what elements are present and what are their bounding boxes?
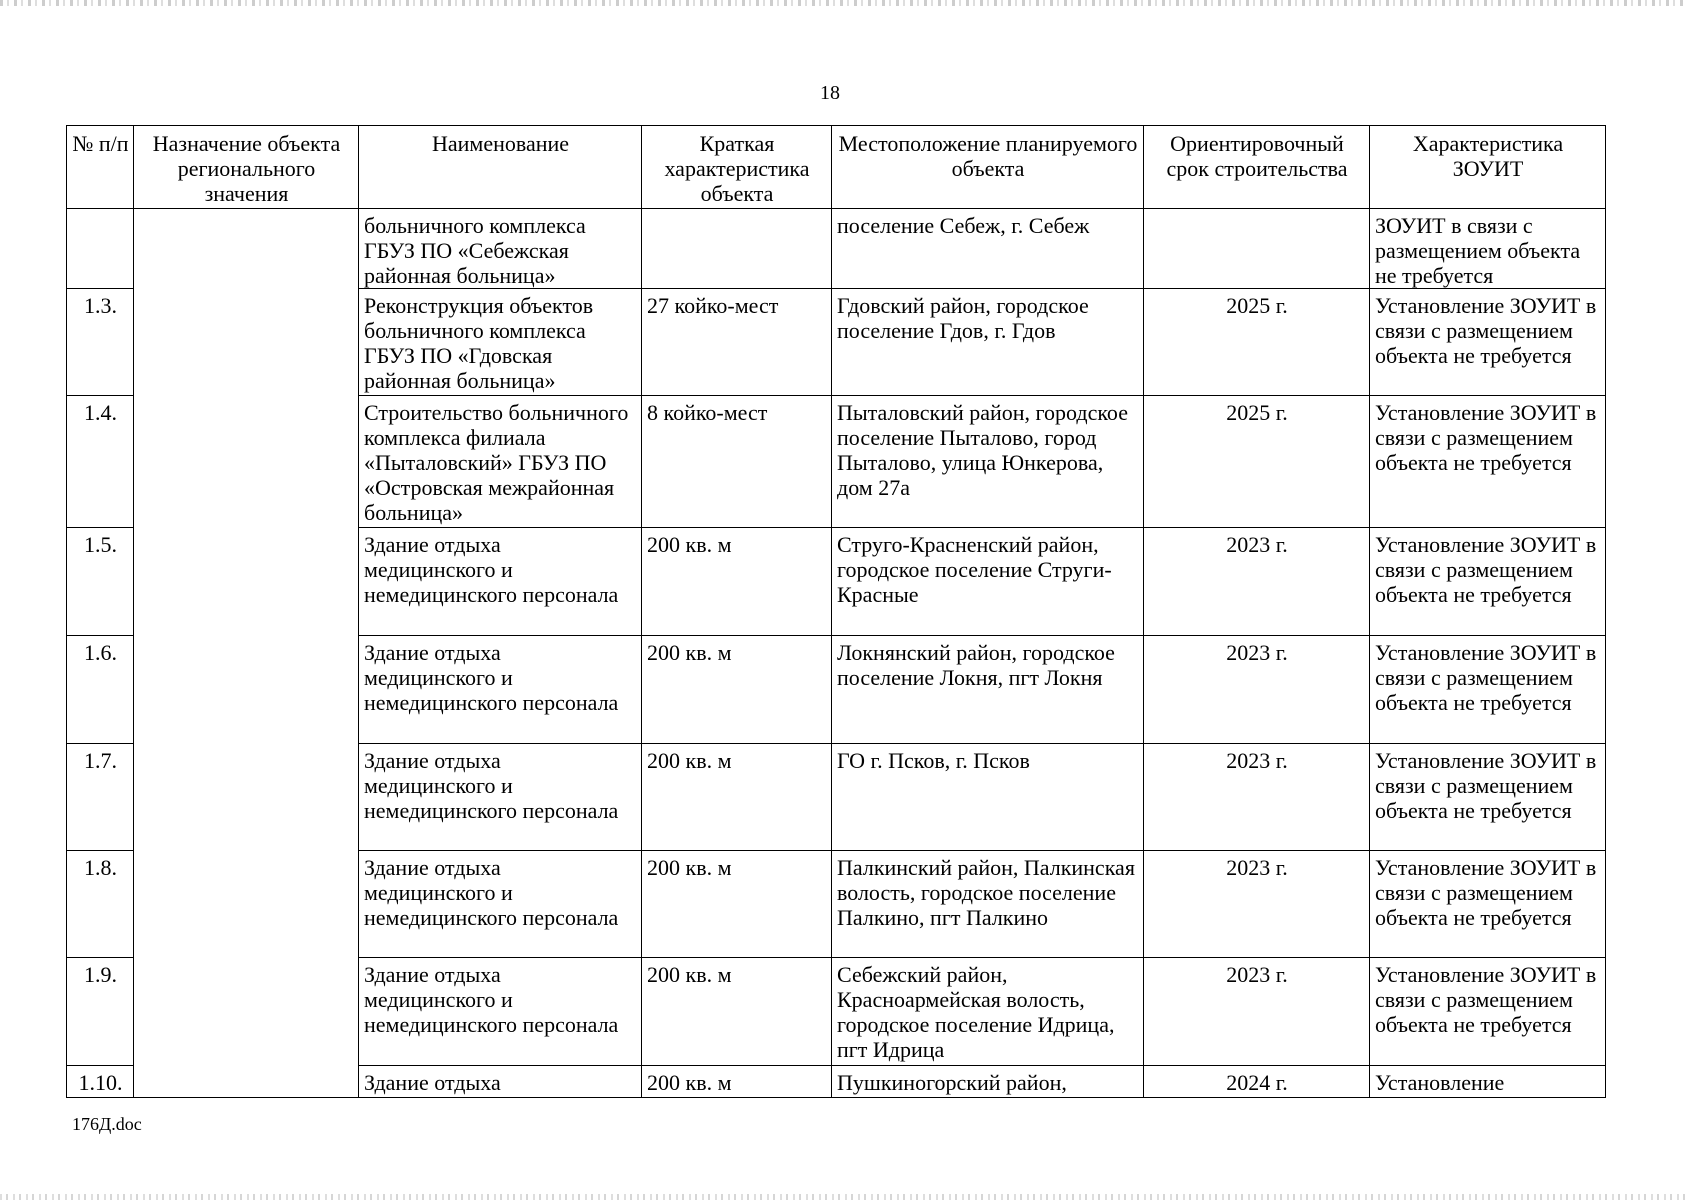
row-num: 1.5.: [67, 528, 134, 636]
row-num: [67, 209, 134, 289]
row-location: Пыталовский район, городское поселение Пыталово, город Пыталово, улица Юнкерова, дом 27а: [832, 396, 1144, 528]
row-name: больничного комплекса ГБУЗ ПО «Себежская районная больница»: [359, 209, 642, 289]
purpose-cell: [134, 209, 359, 1098]
row-name: Здание отдыха медицинского и немедицинского персонала: [359, 744, 642, 851]
header-purpose: Назначение объекта регионального значения: [134, 126, 359, 209]
row-name: Реконструкция объектов больничного комплекса ГБУЗ ПО «Гдовская районная больница»: [359, 289, 642, 396]
row-name: Здание отдыха медицинского и немедицинского персонала: [359, 636, 642, 744]
row-brief: 200 кв. м: [642, 744, 832, 851]
row-brief: [642, 209, 832, 289]
row-name: Здание отдыха медицинского и немедицинского персонала: [359, 528, 642, 636]
row-brief: 200 кв. м: [642, 636, 832, 744]
row-num: 1.9.: [67, 958, 134, 1066]
row-location: ГО г. Псков, г. Псков: [832, 744, 1144, 851]
scan-edge-top: [0, 0, 1686, 6]
row-name: Здание отдыха: [359, 1066, 642, 1098]
row-zouit: ЗОУИТ в связи с размещением объекта не требуется: [1370, 209, 1606, 289]
row-zouit: Установление ЗОУИТ в связи с размещением объекта не требуется: [1370, 528, 1606, 636]
row-brief: 27 койко-мест: [642, 289, 832, 396]
row-term: 2023 г.: [1144, 528, 1370, 636]
row-brief: 8 койко-мест: [642, 396, 832, 528]
row-name: Здание отдыха медицинского и немедицинского персонала: [359, 958, 642, 1066]
row-num: 1.10.: [67, 1066, 134, 1098]
header-name: Наименование: [359, 126, 642, 209]
row-term: 2023 г.: [1144, 958, 1370, 1066]
scan-edge-bottom: [0, 1194, 1686, 1200]
row-num: 1.4.: [67, 396, 134, 528]
header-term: Ориентировочный срок строительства: [1144, 126, 1370, 209]
header-row: [67, 126, 1606, 209]
row-location: Палкинский район, Палкинская волость, городское поселение Палкино, пгт Палкино: [832, 851, 1144, 958]
row-zouit: Установление ЗОУИТ в связи с размещением объекта не требуется: [1370, 636, 1606, 744]
row-name: Здание отдыха медицинского и немедицинского персонала: [359, 851, 642, 958]
row-location: Себежский район, Красноармейская волость, городское поселение Идрица, пгт Идрица: [832, 958, 1144, 1066]
row-term: [1144, 209, 1370, 289]
page-number: 18: [820, 82, 840, 104]
row-location: поселение Себеж, г. Себеж: [832, 209, 1144, 289]
row-term: 2023 г.: [1144, 851, 1370, 958]
row-num: 1.3.: [67, 289, 134, 396]
row-location: Струго-Красненский район, городское поселение Струги-Красные: [832, 528, 1144, 636]
header-brief: Краткая характеристика объекта: [642, 126, 832, 209]
row-num: 1.6.: [67, 636, 134, 744]
row-num: 1.8.: [67, 851, 134, 958]
row-zouit: Установление ЗОУИТ в связи с размещением объекта не требуется: [1370, 289, 1606, 396]
row-location: Пушкиногорский район,: [832, 1066, 1144, 1098]
row-zouit: Установление: [1370, 1066, 1606, 1098]
row-zouit: Установление ЗОУИТ в связи с размещением объекта не требуется: [1370, 958, 1606, 1066]
row-name: Строительство больничного комплекса филиала «Пыталовский» ГБУЗ ПО «Островская межрайонная больница»: [359, 396, 642, 528]
footer-filename: 176Д.doc: [72, 1114, 142, 1134]
row-term: 2024 г.: [1144, 1066, 1370, 1098]
regional-objects-table: [66, 125, 1606, 1098]
row-term: 2025 г.: [1144, 396, 1370, 528]
row-term: 2025 г.: [1144, 289, 1370, 396]
row-brief: 200 кв. м: [642, 851, 832, 958]
row-zouit: Установление ЗОУИТ в связи с размещением объекта не требуется: [1370, 396, 1606, 528]
row-location: Локнянский район, городское поселение Локня, пгт Локня: [832, 636, 1144, 744]
row-brief: 200 кв. м: [642, 1066, 832, 1098]
row-zouit: Установление ЗОУИТ в связи с размещением объекта не требуется: [1370, 851, 1606, 958]
row-term: 2023 г.: [1144, 636, 1370, 744]
row-brief: 200 кв. м: [642, 528, 832, 636]
row-brief: 200 кв. м: [642, 958, 832, 1066]
header-zouit: Характеристика ЗОУИТ: [1370, 126, 1606, 209]
row-zouit: Установление ЗОУИТ в связи с размещением объекта не требуется: [1370, 744, 1606, 851]
row-location: Гдовский район, городское поселение Гдов, г. Гдов: [832, 289, 1144, 396]
table-row: [67, 209, 1606, 289]
row-num: 1.7.: [67, 744, 134, 851]
header-location: Местоположение планируемого объекта: [832, 126, 1144, 209]
row-term: 2023 г.: [1144, 744, 1370, 851]
header-num: № п/п: [67, 126, 134, 209]
